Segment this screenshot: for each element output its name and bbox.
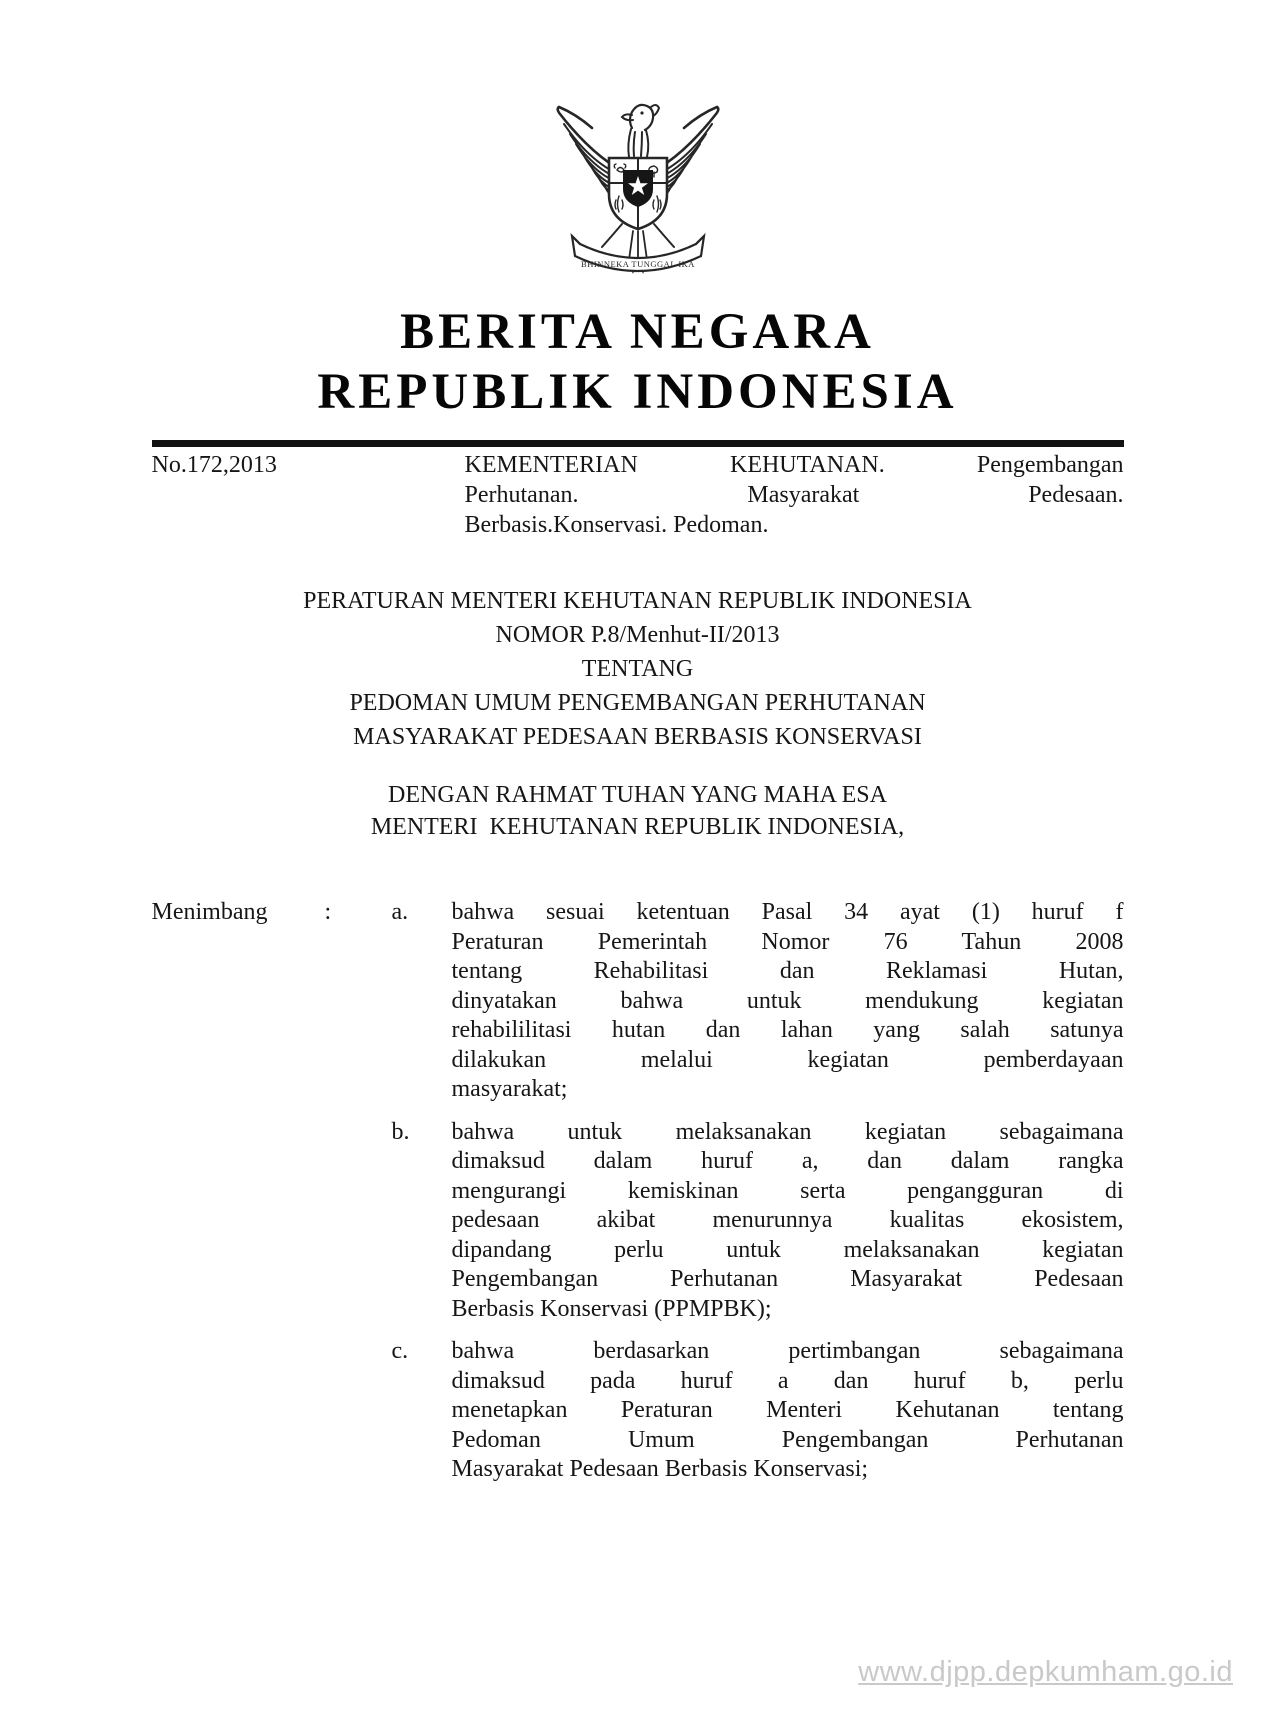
authority-line: MENTERI KEHUTANAN REPUBLIK INDONESIA, bbox=[370, 814, 905, 840]
gazette-number: No.172,2013 bbox=[151, 452, 277, 478]
gazette-subject-lines bbox=[465, 450, 1124, 540]
text-line: menetapkan Peraturan Menteri Kehutanan tentang bbox=[451, 1397, 1124, 1423]
text-line: PEDOMAN UMUM PENGEMBANGAN PERHUTANAN bbox=[349, 690, 926, 716]
gazette-masthead bbox=[0, 302, 1275, 422]
text-line: Berbasis Konservasi (PPMPBK); bbox=[451, 1295, 772, 1322]
document-page bbox=[0, 84, 1275, 1734]
consideration-marker-b: b. bbox=[391, 1118, 410, 1145]
text-line: Pedoman Umum Pengembangan Perhutanan bbox=[451, 1426, 1124, 1453]
text-line: tentang Rehabilitasi dan Reklamasi Hutan, bbox=[451, 958, 1124, 984]
pancasila-shield bbox=[609, 158, 667, 229]
considerations-colon: : bbox=[324, 899, 332, 925]
consideration-text-b bbox=[452, 1118, 1124, 1325]
text-line: pedesaan akibat menurunnya kualitas ekosistem, bbox=[451, 1207, 1124, 1233]
text-line: dimaksud dalam huruf a, dan dalam rangka bbox=[451, 1148, 1124, 1174]
garuda-pancasila-emblem bbox=[546, 84, 730, 280]
invocation-line: DENGAN RAHMAT TUHAN YANG MAHA ESA bbox=[388, 782, 887, 808]
text-line: masyarakat; bbox=[451, 1076, 568, 1102]
text-line: MASYARAKAT PEDESAAN BERBASIS KONSERVASI bbox=[353, 724, 922, 750]
gazette-header-row bbox=[152, 447, 1124, 540]
text-line: Perhutanan. Masyarakat Pedesaan. bbox=[464, 482, 1124, 508]
text-line: Pengembangan Perhutanan Masyarakat Pedesaan bbox=[451, 1266, 1124, 1292]
consideration-text-c bbox=[452, 1337, 1124, 1485]
text-line: REPUBLIK INDONESIA bbox=[317, 364, 958, 420]
consideration-marker-a: a. bbox=[391, 899, 409, 925]
masthead-rule bbox=[152, 440, 1124, 447]
text-line: Peraturan Pemerintah Nomor 76 Tahun 2008 bbox=[451, 928, 1124, 955]
text-line: mengurangi kemiskinan serta pengangguran di bbox=[451, 1177, 1124, 1204]
consideration-marker-c: c. bbox=[391, 1338, 409, 1364]
text-line: KEMENTERIAN KEHUTANAN. Pengembangan bbox=[464, 452, 1124, 478]
text-line: bahwa sesuai ketentuan Pasal 34 ayat (1) huruf f bbox=[451, 899, 1124, 925]
text-line: Berbasis.Konservasi. Pedoman. bbox=[464, 512, 769, 538]
considerations-section bbox=[152, 898, 1124, 1485]
regulation-invocation-block bbox=[0, 779, 1275, 843]
text-line: bahwa untuk melaksanakan kegiatan sebagaimana bbox=[451, 1118, 1124, 1145]
eagle-head-icon bbox=[622, 105, 659, 157]
text-line: rehabililitasi hutan dan lahan yang salah satunya bbox=[451, 1017, 1124, 1043]
text-line: dimaksud pada huruf a dan huruf b, perlu bbox=[451, 1367, 1124, 1394]
text-line: BERITA NEGARA bbox=[400, 304, 875, 360]
text-line: dinyatakan bahwa untuk mendukung kegiatan bbox=[451, 987, 1124, 1014]
text-line: dipandang perlu untuk melaksanakan kegiatan bbox=[451, 1236, 1124, 1263]
banner-text: BHINNEKA TUNGGAL IKA bbox=[580, 259, 695, 269]
considerations-label: Menimbang bbox=[151, 899, 268, 925]
text-line: bahwa berdasarkan pertimbangan sebagaimana bbox=[451, 1338, 1124, 1364]
watermark-url: www.djpp.depkumham.go.id bbox=[858, 1656, 1233, 1688]
consideration-text-a bbox=[452, 898, 1124, 1105]
regulation-title-lines bbox=[0, 584, 1275, 754]
text-line: Masyarakat Pedesaan Berbasis Konservasi; bbox=[451, 1456, 869, 1482]
text-line: NOMOR P.8/Menhut-II/2013 bbox=[495, 622, 780, 648]
text-line: PERATURAN MENTERI KEHUTANAN REPUBLIK INDONESIA bbox=[303, 588, 972, 614]
text-line: dilakukan melalui kegiatan pemberdayaan bbox=[451, 1046, 1124, 1073]
text-line: TENTANG bbox=[581, 656, 694, 682]
garuda-emblem-svg bbox=[546, 84, 730, 280]
